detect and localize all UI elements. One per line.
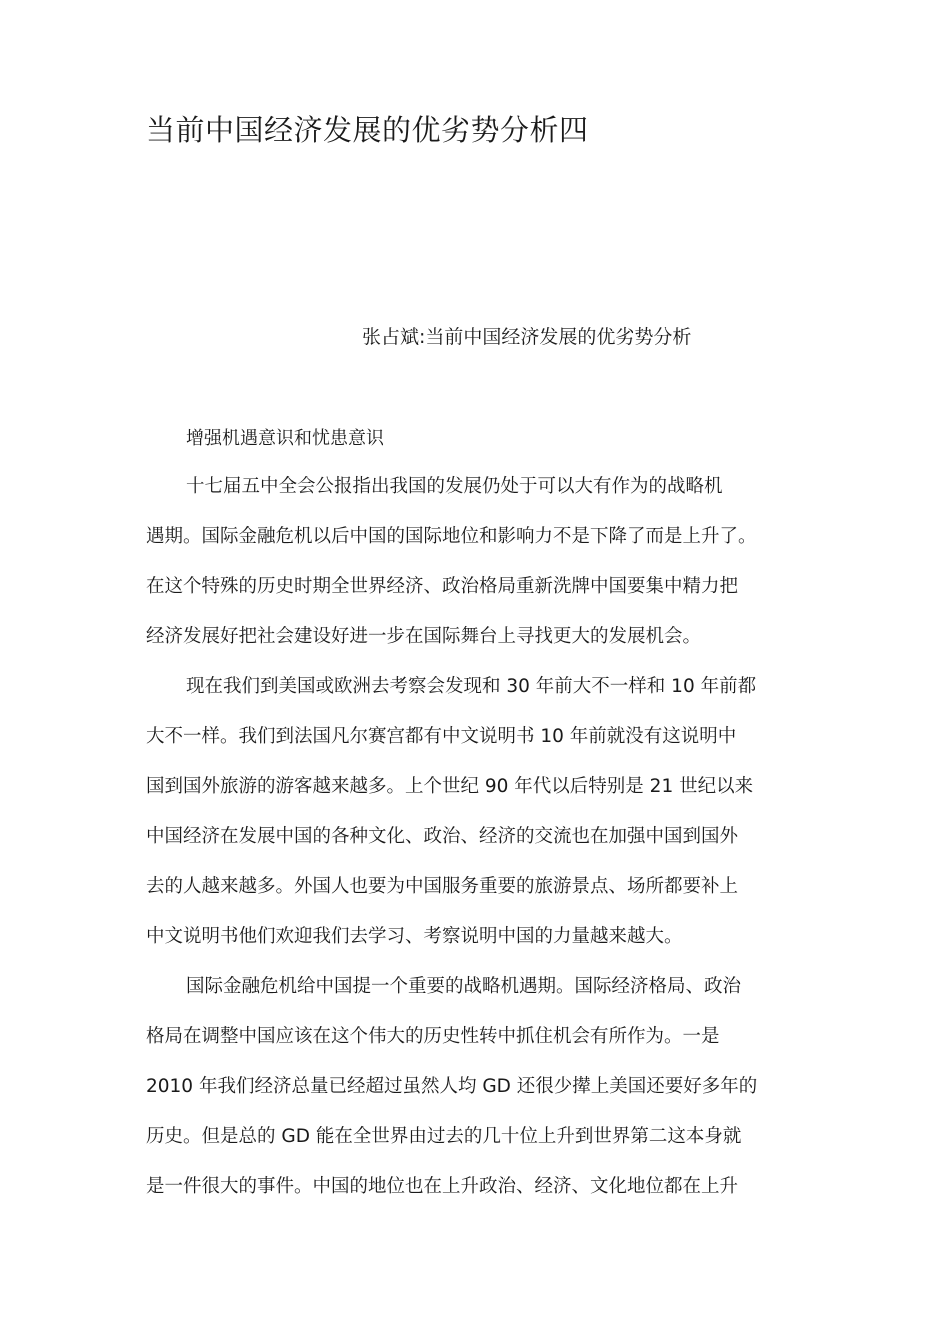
document-title: 当前中国经济发展的优劣势分析四 <box>146 113 589 147</box>
body-line: 在这个特殊的历史时期全世界经济、政治格局重新洗牌中国要集中精力把 <box>146 576 739 597</box>
body-line: 2010 年我们经济总量已经超过虽然人均 GD 还很少撵上美国还要好多年的 <box>146 1076 758 1097</box>
body-line: 去的人越来越多。外国人也要为中国服务重要的旅游景点、场所都要补上 <box>146 876 739 897</box>
body-line: 国际金融危机给中国提一个重要的战略机遇期。国际经济格局、政治 <box>186 976 742 997</box>
body-line: 中国经济在发展中国的各种文化、政治、经济的交流也在加强中国到国外 <box>146 826 739 847</box>
body-line: 中文说明书他们欢迎我们去学习、考察说明中国的力量越来越大。 <box>146 926 683 947</box>
body-line: 国到国外旅游的游客越来越多。上个世纪 90 年代以后特别是 21 世纪以来 <box>146 776 754 797</box>
document-subtitle: 张占斌:当前中国经济发展的优劣势分析 <box>362 326 692 348</box>
body-line: 遇期。国际金融危机以后中国的国际地位和影响力不是下降了而是上升了。 <box>146 526 757 547</box>
section-heading: 增强机遇意识和忧患意识 <box>186 428 384 449</box>
body-line: 大不一样。我们到法国凡尔赛宫都有中文说明书 10 年前就没有这说明中 <box>146 726 737 747</box>
body-line: 是一件很大的事件。中国的地位也在上升政治、经济、文化地位都在上升 <box>146 1176 739 1197</box>
body-line: 现在我们到美国或欧洲去考察会发现和 30 年前大不一样和 10 年前都 <box>186 676 757 697</box>
body-line: 十七届五中全会公报指出我国的发展仍处于可以大有作为的战略机 <box>186 476 723 497</box>
body-line: 经济发展好把社会建设好进一步在国际舞台上寻找更大的发展机会。 <box>146 626 702 647</box>
body-line: 历史。但是总的 GD 能在全世界由过去的几十位上升到世界第二这本身就 <box>146 1126 742 1147</box>
body-line: 格局在调整中国应该在这个伟大的历史性转中抓住机会有所作为。一是 <box>146 1026 720 1047</box>
